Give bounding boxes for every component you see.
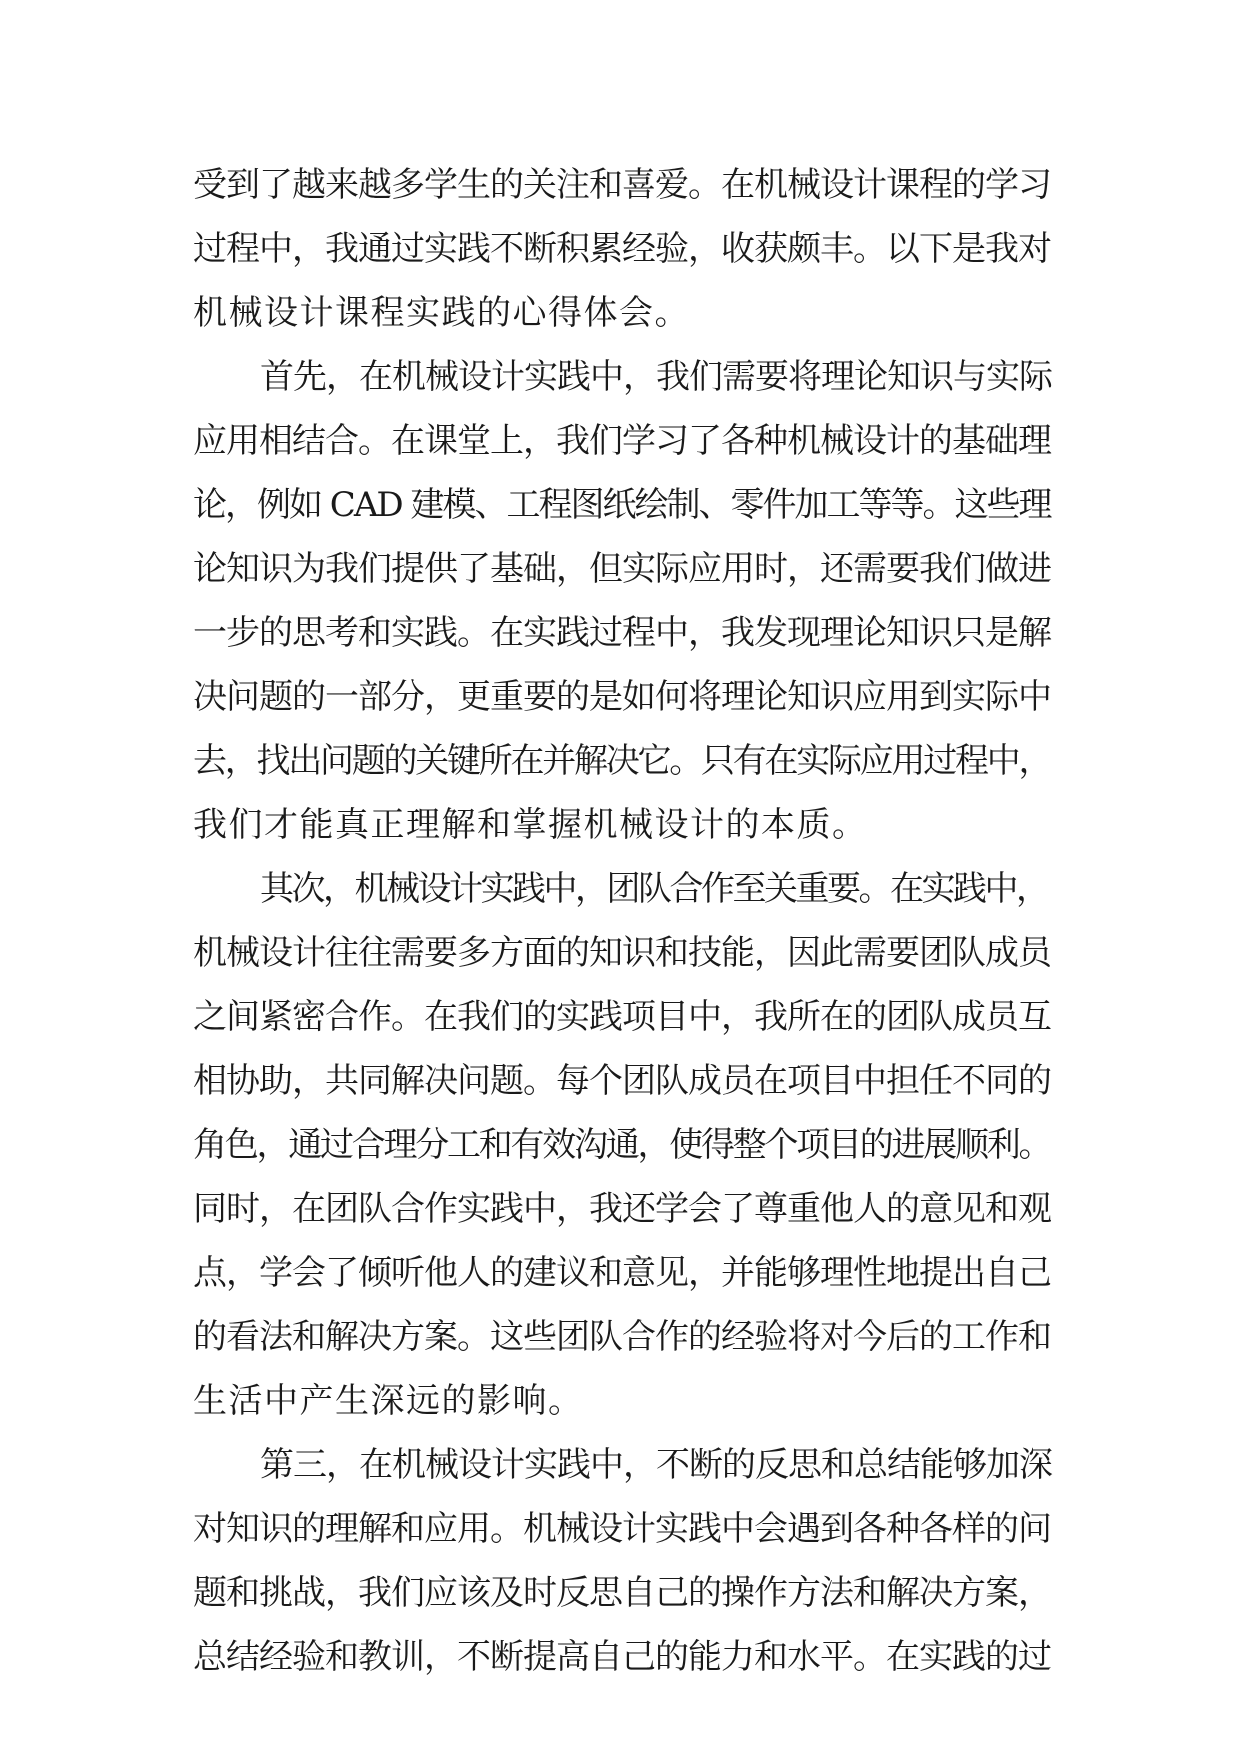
- text-line: 生活中产生深远的影响。: [193, 1381, 584, 1421]
- text-line: 过程中，我通过实践不断积累经验，收获颇丰。以下是我对: [193, 229, 1051, 269]
- text-line: 一步的思考和实践。在实践过程中，我发现理论知识只是解: [193, 613, 1051, 653]
- text-line: 对知识的理解和应用。机械设计实践中会遇到各种各样的问: [193, 1509, 1051, 1549]
- text-line: 同时，在团队合作实践中，我还学会了尊重他人的意见和观: [193, 1189, 1051, 1229]
- text-line: 角色，通过合理分工和有效沟通，使得整个项目的进展顺利。: [193, 1125, 1051, 1165]
- text-line: 机械设计往往需要多方面的知识和技能，因此需要团队成员: [193, 933, 1051, 973]
- text-line: 论，例如 CAD 建模、工程图纸绘制、零件加工等等。这些理: [193, 485, 1051, 525]
- text-line: 总结经验和教训，不断提高自己的能力和水平。在实践的过: [193, 1637, 1051, 1677]
- text-line: 应用相结合。在课堂上，我们学习了各种机械设计的基础理: [193, 421, 1051, 461]
- text-line: 之间紧密合作。在我们的实践项目中，我所在的团队成员互: [193, 997, 1051, 1037]
- document-body: [193, 153, 1053, 1689]
- paragraph-first-line: 首先，在机械设计实践中，我们需要将理论知识与实际: [260, 357, 1052, 397]
- text-line: 相协助，共同解决问题。每个团队成员在项目中担任不同的: [193, 1061, 1051, 1101]
- text-line: 题和挑战，我们应该及时反思自己的操作方法和解决方案，: [193, 1573, 1051, 1613]
- text-line: 机械设计课程实践的心得体会。: [193, 293, 690, 333]
- paragraph-first-line: 其次，机械设计实践中，团队合作至关重要。在实践中，: [260, 869, 1048, 909]
- text-line: 去，找出问题的关键所在并解决它。只有在实际应用过程中，: [193, 741, 1051, 781]
- text-line: 点，学会了倾听他人的建议和意见，并能够理性地提出自己: [193, 1253, 1051, 1293]
- text-line: 的看法和解决方案。这些团队合作的经验将对今后的工作和: [193, 1317, 1051, 1357]
- paragraph-first-line: 第三，在机械设计实践中，不断的反思和总结能够加深: [260, 1445, 1052, 1485]
- text-line: 论知识为我们提供了基础，但实际应用时，还需要我们做进: [193, 549, 1051, 589]
- text-line: 受到了越来越多学生的关注和喜爱。在机械设计课程的学习: [193, 165, 1051, 205]
- text-line: 我们才能真正理解和掌握机械设计的本质。: [193, 805, 868, 845]
- text-line: 决问题的一部分，更重要的是如何将理论知识应用到实际中: [193, 677, 1051, 717]
